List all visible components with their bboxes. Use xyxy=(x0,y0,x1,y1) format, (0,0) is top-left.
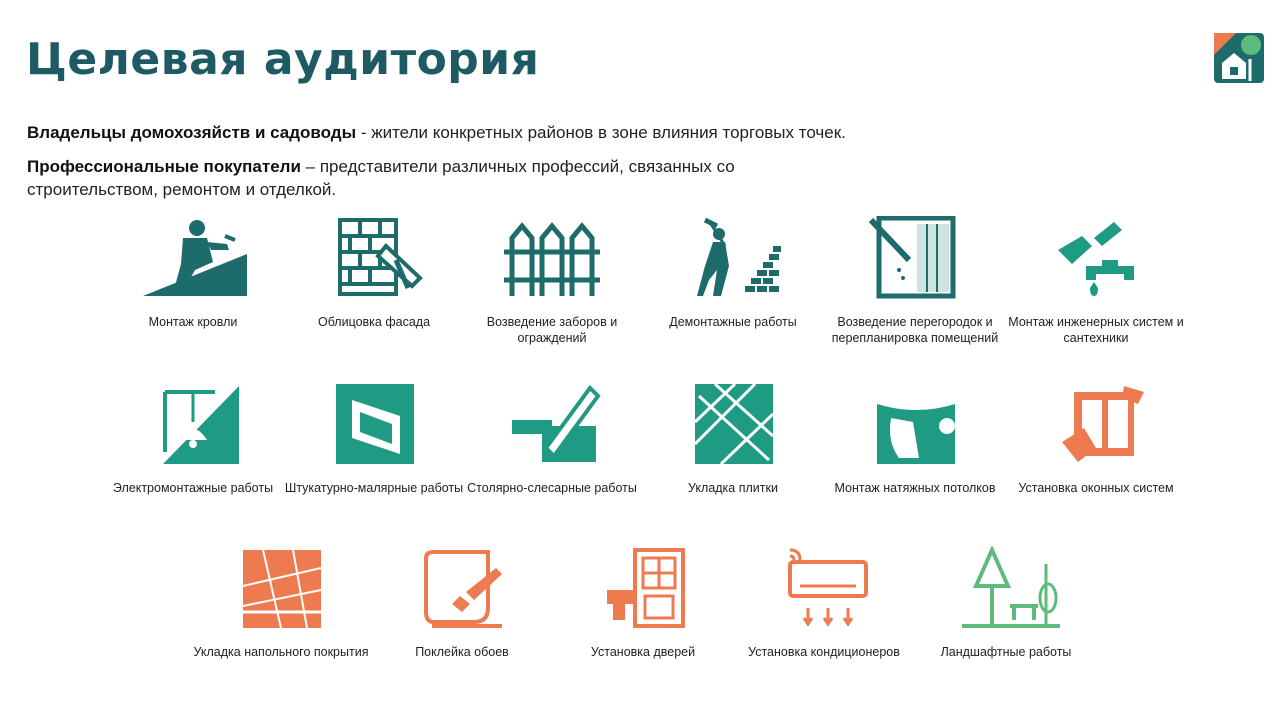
service-label: Установка оконных систем xyxy=(1018,481,1174,495)
service-label: Укладка напольного покрытия xyxy=(193,645,369,659)
demolition-icon xyxy=(675,216,791,300)
service-label: Возведение заборов и ограждений xyxy=(486,315,618,345)
wallpaper-icon xyxy=(404,546,520,630)
flooring-icon xyxy=(223,546,339,630)
service-carpentry xyxy=(462,382,642,496)
door-icon xyxy=(585,546,701,630)
pros-bold: Профессиональные покупатели xyxy=(27,157,301,176)
plumbing-icon xyxy=(1038,216,1154,300)
roofer-icon xyxy=(135,216,251,300)
carpentry-icon xyxy=(494,382,610,466)
service-label: Штукатурно-малярные работы xyxy=(284,481,464,495)
service-label: Ландшафтные работы xyxy=(940,645,1072,659)
air-conditioner-icon xyxy=(766,546,882,630)
page-title: Целевая аудитория xyxy=(26,34,540,85)
service-label: Поклейка обоев xyxy=(415,645,509,659)
service-landscape xyxy=(916,546,1096,660)
fence-icon xyxy=(494,216,610,300)
landscape-icon xyxy=(948,546,1064,630)
service-label: Возведение перегородок и перепланировка помещений xyxy=(831,315,999,345)
service-label: Монтаж кровли xyxy=(148,315,238,329)
brick-facade-icon xyxy=(316,216,432,300)
service-facade xyxy=(284,216,464,330)
service-plumbing xyxy=(1006,216,1186,346)
owners-paragraph xyxy=(27,121,927,144)
service-plaster xyxy=(284,382,464,496)
service-label: Облицовка фасада xyxy=(317,315,431,329)
electric-icon xyxy=(135,382,251,466)
service-air-conditioner xyxy=(734,546,914,660)
plaster-icon xyxy=(316,382,432,466)
pros-paragraph xyxy=(27,155,847,201)
service-label: Демонтажные работы xyxy=(669,315,797,329)
service-label: Установка дверей xyxy=(590,645,696,659)
brand-logo-icon xyxy=(1214,33,1264,83)
service-tile xyxy=(643,382,823,496)
service-label: Монтаж натяжных потолков xyxy=(834,481,996,495)
service-label: Столярно-слесарные работы xyxy=(467,481,637,495)
service-flooring xyxy=(191,546,371,660)
service-door xyxy=(553,546,733,660)
service-roofing xyxy=(103,216,283,330)
service-label: Установка кондиционеров xyxy=(748,645,900,659)
service-fence xyxy=(462,216,642,346)
service-label: Монтаж инженерных систем и сантехники xyxy=(1008,315,1184,345)
service-wallpaper xyxy=(372,546,552,660)
service-label: Укладка плитки xyxy=(688,481,778,495)
service-electric xyxy=(103,382,283,496)
service-window xyxy=(1006,382,1186,496)
partition-icon xyxy=(857,216,973,300)
pros-text: – представители различных профессий, связанных со строительством, ремонтом и отделкой. xyxy=(27,157,735,199)
tile-icon xyxy=(675,382,791,466)
ceiling-icon xyxy=(857,382,973,466)
service-demolition xyxy=(643,216,823,330)
service-ceiling xyxy=(825,382,1005,496)
owners-bold: Владельцы домохозяйств и садоводы xyxy=(27,123,357,142)
service-label: Электромонтажные работы xyxy=(112,481,274,495)
owners-text: - жители конкретных районов в зоне влияния торговых точек. xyxy=(356,123,846,142)
window-icon xyxy=(1038,382,1154,466)
service-partition xyxy=(825,216,1005,346)
